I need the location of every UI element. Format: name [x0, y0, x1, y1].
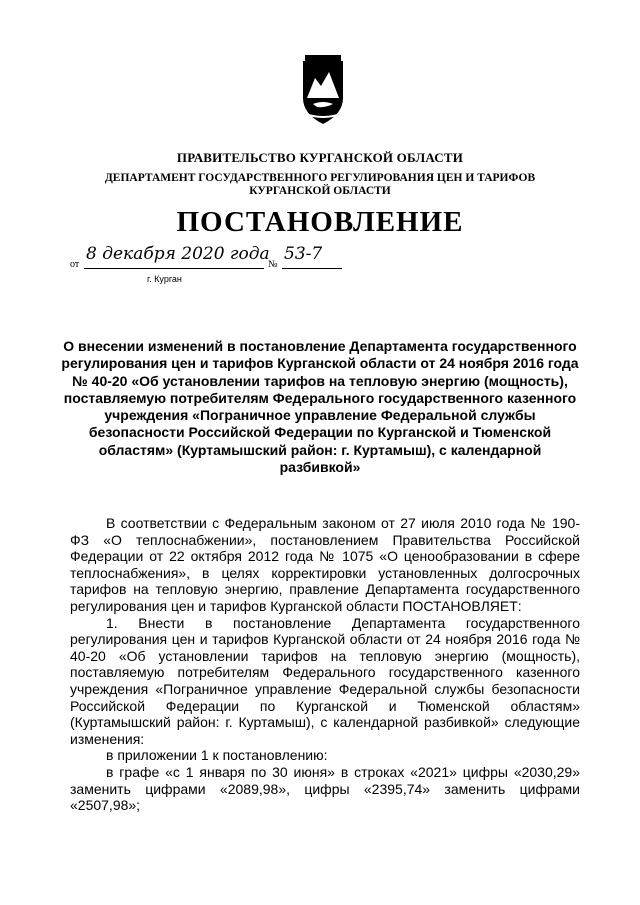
date-prefix-label: от	[70, 259, 80, 270]
number-underline	[282, 268, 342, 269]
change-paragraph: в графе «с 1 января по 30 июня» в строках «2021» цифры «2030,29» заменить цифрами «2089,98», цифры «2395,74» заменить цифрами «2507,98»;	[70, 763, 580, 814]
date-underline	[84, 268, 264, 269]
handwritten-date: 8 декабря 2020 года	[86, 244, 270, 264]
city-label: г. Курган	[147, 274, 182, 284]
document-subject: О внесении изменений в постановление Департамента государственного регулирования цен и тарифов Курганской области от 24 ноября 2016 года № 40-20 «Об установлении тарифов на тепловую энергию (мощность), поставляемую потребителям Федерального государственного казенного учреждения «Пограничное управление Федеральной службы безопасности Российской Федерации по Курганской и Тюменской областям» (Куртамышский район: г. Куртамыш), с календарной разбивкой»	[61, 338, 579, 476]
number-prefix-label: №	[268, 259, 278, 270]
org-department: ДЕПАРТАМЕНТ ГОСУДАРСТВЕННОГО РЕГУЛИРОВАНИЯ ЦЕН И ТАРИФОВ КУРГАНСКОЙ ОБЛАСТИ	[104, 172, 536, 197]
org-government: ПРАВИТЕЛЬСТВО КУРГАНСКОЙ ОБЛАСТИ	[176, 150, 464, 165]
appendix-paragraph: в приложении 1 к постановлению:	[106, 747, 328, 764]
document-body	[70, 515, 580, 814]
handwritten-number: 53-7	[284, 244, 323, 264]
preamble-paragraph: В соответствии с Федеральным законом от 27 июля 2010 года № 190-ФЗ «О теплоснабжении», постановлением Правительства Российской Федерации от 22 октября 2012 года № 1075 «О ценообразовании в сфере теплоснабжения», в целях корректировки установленных долгосрочных тарифов на тепловую энергию, правление Департамента государственного регулирования цен и тарифов Курганской области ПОСТАНОВЛЯЕТ:	[70, 515, 580, 614]
document-type-title: ПОСТАНОВЛЕНИЕ	[176, 206, 464, 238]
coat-of-arms-icon	[299, 52, 347, 132]
item-1-paragraph: 1. Внести в постановление Департамента государственного регулирования цен и тарифов Курганской области от 24 ноября 2016 года № 40-20 «Об установлении тарифов на тепловую энергию (мощность), поставляемую потребителям Федерального государственного казенного учреждения «Пограничное управление Федеральной службы безопасности Российской Федерации по Курганской и Тюменской областям» (Куртамышский район: г. Куртамыш), с календарной разбивкой» следующие изменения:	[70, 614, 580, 747]
